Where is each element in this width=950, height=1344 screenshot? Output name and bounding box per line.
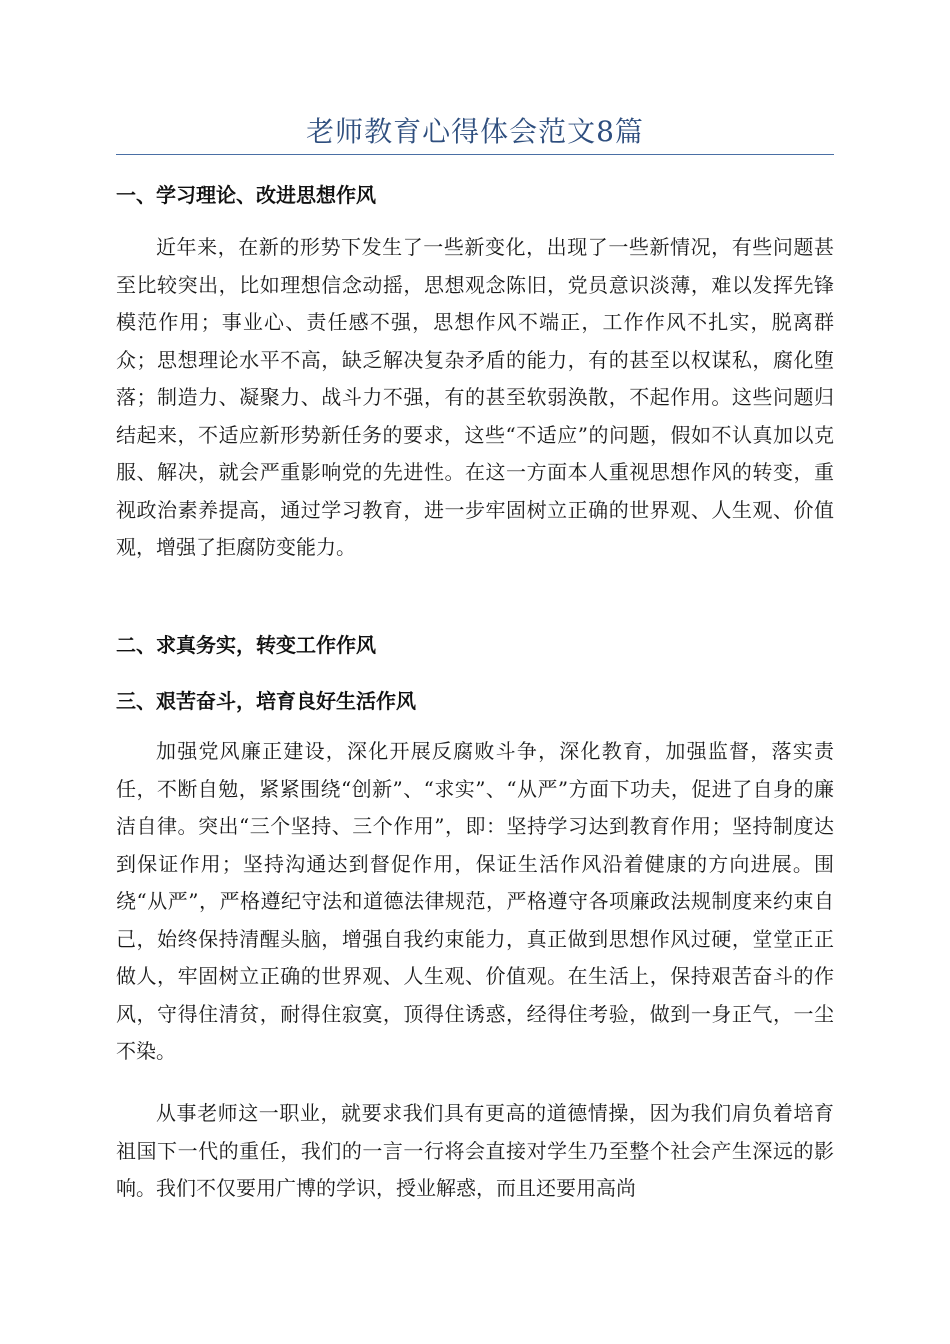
section-paragraph-1: 近年来，在新的形势下发生了一些新变化，出现了一些新情况，有些问题甚至比较突出，比如理想信念动摇，思想观念陈旧，党员意识淡薄，难以发挥先锋模范作用；事业心、责任感不强，思想作风不端正，工作作风不扎实，脱离群众；思想理论水平不高，缺乏解决复杂矛盾的能力，有的甚至以权谋私，腐化堕落；制造力、凝聚力、战斗力不强，有的甚至软弱涣散，不起作用。这些问题归结起来，不适应新形势新任务的要求，这些“不适应”的问题，假如不认真加以克服、解决，就会严重影响党的先进性。在这一方面本人重视思想作风的转变，重视政治素养提高，通过学习教育，进一步牢固树立正确的世界观、人生观、价值观，增强了拒腐防变能力。 bbox=[116, 235, 834, 559]
section-heading-3: 三、艰苦奋斗，培育良好生活作风 bbox=[116, 689, 416, 713]
closing-paragraph: 从事老师这一职业，就要求我们具有更高的道德情操，因为我们肩负着培育祖国下一代的重任，我们的一言一行将会直接对学生乃至整个社会产生深远的影响。我们不仅要用广博的学识，授业解惑，而且还要用高尚 bbox=[116, 1101, 834, 1200]
section-paragraph-3: 加强党风廉正建设，深化开展反腐败斗争，深化教育，加强监督，落实责任，不断自勉，紧紧围绕“创新”、“求实”、“从严”方面下功夫，促进了自身的廉洁自律。突出“三个坚持、三个作用”，即：坚持学习达到教育作用；坚持制度达到保证作用；坚持沟通达到督促作用，保证生活作风沿着健康的方向进展。围绕“从严”，严格遵纪守法和道德法律规范，严格遵守各项廉政法规制度来约束自己，始终保持清醒头脑，增强自我约束能力，真正做到思想作风过硬，堂堂正正做人，牢固树立正确的世界观、人生观、价值观。在生活上，保持艰苦奋斗的作风，守得住清贫，耐得住寂寞，顶得住诱惑，经得住考验，做到一身正气，一尘不染。 bbox=[116, 739, 834, 1063]
title-divider bbox=[116, 154, 834, 155]
section-heading-1: 一、学习理论、改进思想作风 bbox=[116, 183, 376, 207]
document-title: 老师教育心得体会范文8篇 bbox=[306, 115, 644, 148]
section-heading-2: 二、求真务实，转变工作作风 bbox=[116, 633, 376, 657]
